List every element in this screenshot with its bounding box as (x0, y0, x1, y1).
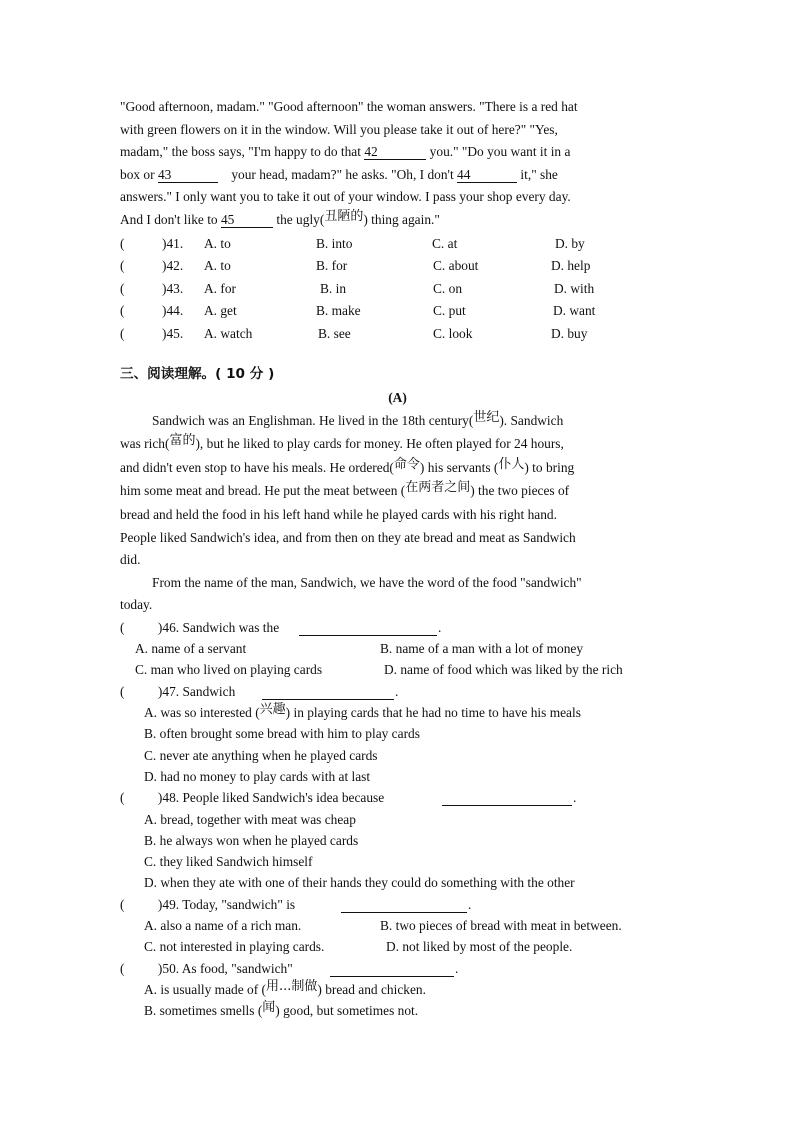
option-c: C. put (433, 303, 466, 319)
option-a: A. for (204, 280, 236, 296)
question-48 (120, 787, 675, 808)
cloze-line (120, 209, 675, 233)
question-stem: ( )48. People liked Sandwich's idea because (120, 790, 385, 806)
option-d: D. not liked by most of the people. (386, 939, 573, 955)
option-a: A. bread, together with meat was cheap (144, 811, 356, 827)
option-c: C. look (433, 325, 473, 341)
question-number: )45. (162, 325, 184, 341)
answer-line[interactable] (299, 621, 437, 636)
cloze-text: ) thing again." (363, 211, 440, 227)
chinese-gloss: 仆人 (498, 456, 525, 472)
chinese-gloss: 闻 (262, 1000, 276, 1016)
option-d: D. name of food which was liked by the rich (384, 662, 623, 678)
option-c: C. about (433, 258, 479, 274)
answer-bracket[interactable]: ( (120, 235, 125, 251)
chinese-gloss: 世纪 (473, 409, 500, 425)
passage-text: Sandwich was an Englishman. He lived in the 18th century( (152, 412, 474, 428)
chinese-gloss: 用...制做 (265, 978, 318, 994)
passage-text: ) his servants ( (419, 459, 499, 475)
options-row (120, 915, 675, 936)
passage-text: ). Sandwich (499, 412, 564, 428)
choice-row (120, 323, 675, 346)
cloze-text: box or (120, 166, 155, 182)
option-d: D. buy (551, 325, 588, 341)
passage-line: did. (120, 552, 141, 568)
answer-bracket[interactable]: ( (120, 280, 125, 296)
cloze-text: it," she (520, 166, 558, 182)
option-b: B. two pieces of bread with meat in between. (380, 918, 622, 934)
option-line (120, 1000, 675, 1021)
option-line (120, 830, 675, 851)
question-stem: ( )50. As food, "sandwich" (120, 960, 293, 976)
question-end: . (455, 960, 459, 976)
option-b: B. name of a man with a lot of money (380, 641, 584, 657)
option-d: D. had no money to play cards with at last (144, 768, 371, 784)
option-d: D. when they ate with one of their hands they could do something with the other (144, 875, 575, 891)
choice-row (120, 278, 675, 301)
option-a: A. watch (204, 325, 253, 341)
cloze-text: the ugly( (276, 211, 325, 227)
questions (120, 617, 675, 1022)
answer-bracket[interactable]: ( (120, 258, 125, 274)
answer-line[interactable] (341, 898, 467, 913)
option-c: C. at (432, 235, 458, 251)
worksheet-page (120, 96, 675, 1022)
option-a: A. name of a servant (135, 641, 247, 657)
choices-table (120, 233, 675, 346)
question-number: )42. (162, 258, 184, 274)
option-b: B. for (316, 258, 348, 274)
options-row (120, 659, 675, 680)
option-b: B. see (318, 325, 351, 341)
passage-text: ), but he liked to play cards for money. He often played for 24 hours, (195, 436, 564, 452)
passage-line: today. (120, 597, 153, 613)
chinese-gloss: 命令 (393, 456, 420, 472)
option-d: D. help (551, 258, 591, 274)
passage-line: bread and held the food in his left hand while he played cards with his right hand. (120, 506, 557, 522)
option-a: A. was so interested (兴趣) in playing cards that he had no time to have his meals (144, 702, 581, 721)
passage-text: was rich( (120, 436, 170, 452)
option-a: A. to (204, 258, 231, 274)
answer-line[interactable] (330, 962, 454, 977)
option-c: C. never ate anything when he played cards (144, 747, 378, 763)
cloze-line (120, 141, 675, 164)
question-number: )44. (162, 303, 184, 319)
option-c: C. they liked Sandwich himself (144, 854, 313, 870)
option-c: C. on (433, 280, 463, 296)
question-stem: ( )46. Sandwich was the (120, 619, 280, 635)
passage-text: ) the two pieces of (470, 483, 570, 499)
option-line (120, 702, 675, 723)
option-d: D. want (553, 303, 596, 319)
option-a: A. also a name of a rich man. (144, 918, 302, 934)
passage-text: him some meat and bread. He put the meat between ( (120, 483, 406, 499)
question-49 (120, 894, 675, 915)
option-line (120, 809, 675, 830)
option-b: B. he always won when he played cards (144, 832, 359, 848)
question-number: )43. (162, 280, 184, 296)
chinese-gloss: 在两者之间 (405, 480, 471, 496)
question-46 (120, 617, 675, 638)
answer-bracket[interactable]: ( (120, 325, 125, 341)
option-a: A. get (204, 303, 237, 319)
passage-line: People liked Sandwich's idea, and from then on they ate bread and meat as Sandwich (120, 529, 576, 545)
choice-row (120, 233, 675, 256)
blank-44[interactable]: 44 (457, 167, 517, 183)
option-b: B. sometimes smells (闻) good, but sometimes not. (144, 1000, 419, 1019)
option-line (120, 872, 675, 893)
question-end: . (573, 790, 577, 806)
cloze-text: your head, madam?" he asks. "Oh, I don't (231, 166, 454, 182)
choice-row (120, 300, 675, 323)
question-number: )41. (162, 235, 184, 251)
question-end: . (468, 896, 472, 912)
question-50 (120, 958, 675, 979)
section-heading: 三、阅读理解。( 10 分 ) (120, 365, 275, 382)
chinese-gloss: 兴趣 (259, 702, 286, 718)
option-b: B. in (320, 280, 347, 296)
cloze-text: you." "Do you want it in a (429, 144, 571, 160)
question-stem: ( )47. Sandwich (120, 683, 236, 699)
blank-43[interactable]: 43 (158, 167, 218, 183)
option-b: B. make (316, 303, 361, 319)
cloze-passage (120, 96, 675, 233)
chinese-gloss: 富的 (169, 433, 196, 449)
option-a: A. to (204, 235, 231, 251)
cloze-line: "Good afternoon, madam." "Good afternoon" the woman answers. "There is a red hat (120, 99, 578, 114)
answer-line[interactable] (442, 791, 572, 806)
option-d: D. with (554, 280, 595, 296)
passage-line (120, 480, 675, 504)
options-row (120, 638, 675, 659)
cloze-text: And I don't like to (120, 211, 218, 227)
blank-42[interactable]: 42 (364, 144, 426, 160)
passage-text: ) to bring (524, 459, 575, 475)
option-line (120, 745, 675, 766)
options-row (120, 936, 675, 957)
passage-line: From the name of the man, Sandwich, we have the word of the food "sandwich" (152, 574, 582, 590)
passage-line (120, 433, 675, 457)
cloze-text: madam," the boss says, "I'm happy to do that (120, 144, 361, 160)
blank-45[interactable]: 45 (221, 212, 273, 228)
option-b: B. into (316, 235, 353, 251)
cloze-line (120, 164, 675, 187)
option-c: C. not interested in playing cards. (144, 939, 325, 955)
passage-text: and didn't even stop to have his meals. He ordered( (120, 459, 394, 475)
passage-label: (A) (388, 389, 407, 405)
option-line (120, 766, 675, 787)
question-end: . (438, 619, 442, 635)
reading-passage (120, 410, 675, 617)
answer-line[interactable] (262, 685, 394, 700)
answer-bracket[interactable]: ( (120, 303, 125, 319)
option-line (120, 979, 675, 1000)
passage-line (120, 410, 675, 434)
question-end: . (395, 683, 399, 699)
chinese-gloss: 丑陋的 (324, 208, 364, 224)
option-b: B. often brought some bread with him to play cards (144, 726, 420, 742)
option-d: D. by (555, 235, 585, 251)
question-47 (120, 681, 675, 702)
passage-line (120, 457, 675, 481)
cloze-line: answers." I only want you to take it out of your window. I pass your shop every day. (120, 189, 571, 205)
question-stem: ( )49. Today, "sandwich" is (120, 896, 296, 912)
cloze-line: with green flowers on it in the window. Will you please take it out of here?" "Yes, (120, 121, 558, 137)
option-line (120, 851, 675, 872)
choice-row (120, 255, 675, 278)
option-line (120, 723, 675, 744)
option-a: A. is usually made of (用...制做) bread and chicken. (144, 978, 426, 997)
option-c: C. man who lived on playing cards (135, 662, 323, 678)
